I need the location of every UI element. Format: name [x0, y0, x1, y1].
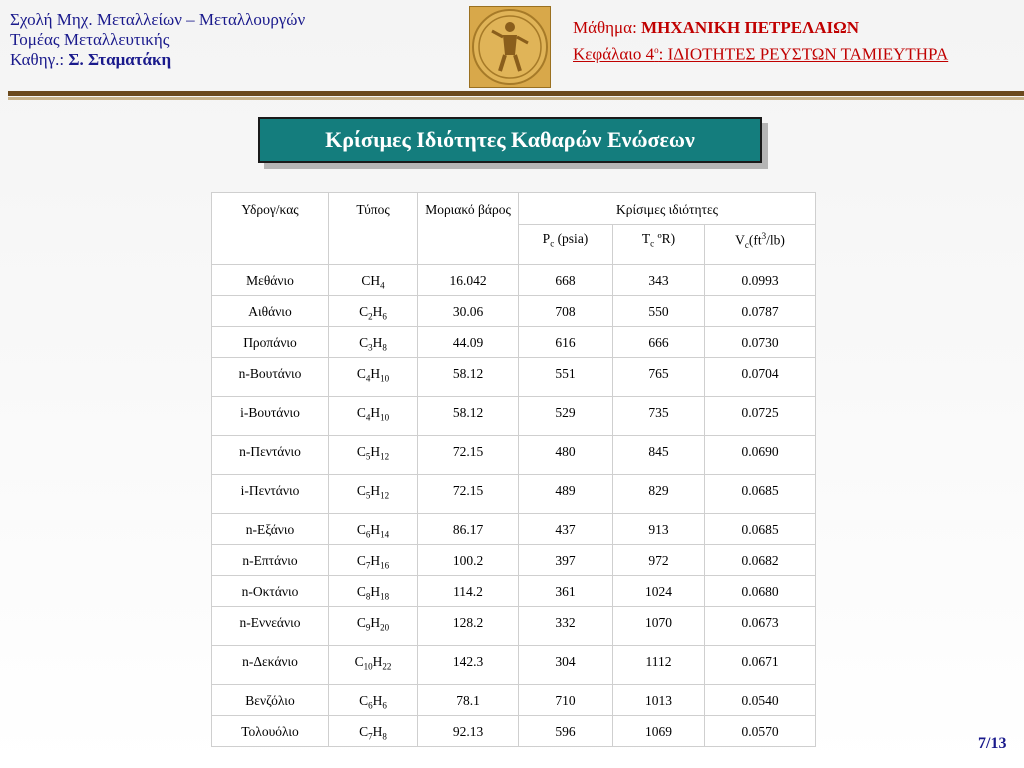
cell-hydrocarbon: n-Επτάνιο	[212, 545, 329, 576]
table-row	[212, 545, 816, 576]
cell-tc: 1070	[613, 607, 705, 646]
table-row	[212, 358, 816, 397]
cell-molar-mass: 72.15	[418, 436, 519, 475]
cell-molar-mass: 114.2	[418, 576, 519, 607]
chapter-prefix: Κεφάλαιο 4	[573, 44, 655, 64]
critical-properties-table	[211, 192, 816, 747]
cell-tc: 1024	[613, 576, 705, 607]
department-name: Τομέας Μεταλλευτικής	[10, 30, 170, 49]
cell-pc: 668	[519, 265, 613, 296]
cell-formula: $C_9H_{20}$	[329, 607, 418, 646]
university-seal-icon	[469, 6, 551, 88]
cell-pc: 361	[519, 576, 613, 607]
cell-formula: $C_4H_{10}$	[329, 358, 418, 397]
cell-vc: 0.0993	[705, 265, 816, 296]
chapter-sup: ο	[654, 45, 659, 55]
cell-vc: 0.0682	[705, 545, 816, 576]
cell-pc: 529	[519, 397, 613, 436]
professor-label: Καθηγ.:	[10, 50, 69, 69]
course-line	[573, 16, 948, 39]
slide-title: Κρίσιμες Ιδιότητες Καθαρών Ενώσεων	[258, 117, 762, 163]
cell-pc: 596	[519, 716, 613, 747]
table-row	[212, 646, 816, 685]
cell-pc: 489	[519, 475, 613, 514]
table-row	[212, 436, 816, 475]
cell-molar-mass: 44.09	[418, 327, 519, 358]
cell-molar-mass: 72.15	[418, 475, 519, 514]
table-row	[212, 296, 816, 327]
cell-tc: 735	[613, 397, 705, 436]
cell-hydrocarbon: Τολουόλιο	[212, 716, 329, 747]
professor-name: Σ. Σταματάκη	[68, 50, 172, 69]
course-name: ΜΗΧΑΝΙΚΗ ΠΕΤΡΕΛΑΙΩΝ	[641, 18, 860, 37]
cell-hydrocarbon: Αιθάνιο	[212, 296, 329, 327]
col-vc: $V_c(ft^3/lb)$	[705, 225, 816, 265]
col-critical-properties: Κρίσιμες ιδιότητες	[519, 193, 816, 225]
cell-vc: 0.0685	[705, 475, 816, 514]
cell-vc: 0.0540	[705, 685, 816, 716]
cell-hydrocarbon: n-Οκτάνιο	[212, 576, 329, 607]
cell-molar-mass: 86.17	[418, 514, 519, 545]
cell-vc: 0.0680	[705, 576, 816, 607]
chapter-rest: : ΙΔΙΟΤΗΤΕΣ ΡΕΥΣΤΩΝ ΤΑΜΙΕΥΤΗΡΑ	[658, 44, 949, 64]
col-tc: $T_c$ ºR)	[613, 225, 705, 265]
cell-formula: $C_6H_{14}$	[329, 514, 418, 545]
cell-pc: 304	[519, 646, 613, 685]
cell-molar-mass: 78.1	[418, 685, 519, 716]
cell-pc: 708	[519, 296, 613, 327]
cell-tc: 1013	[613, 685, 705, 716]
cell-formula: $C_8H_{18}$	[329, 576, 418, 607]
cell-hydrocarbon: n-Δεκάνιο	[212, 646, 329, 685]
cell-vc: 0.0570	[705, 716, 816, 747]
cell-hydrocarbon: n-Εξάνιο	[212, 514, 329, 545]
cell-tc: 1112	[613, 646, 705, 685]
cell-hydrocarbon: Προπάνιο	[212, 327, 329, 358]
cell-molar-mass: 58.12	[418, 358, 519, 397]
school-name: Σχολή Μηχ. Μεταλλείων – Μεταλλουργών	[10, 10, 306, 29]
cell-tc: 829	[613, 475, 705, 514]
cell-hydrocarbon: n-Εννεάνιο	[212, 607, 329, 646]
table-body	[212, 265, 816, 747]
cell-formula: $C_7H_{16}$	[329, 545, 418, 576]
cell-pc: 616	[519, 327, 613, 358]
cell-molar-mass: 142.3	[418, 646, 519, 685]
cell-molar-mass: 128.2	[418, 607, 519, 646]
cell-hydrocarbon: Βενζόλιο	[212, 685, 329, 716]
cell-formula: $C_2H_6$	[329, 296, 418, 327]
cell-vc: 0.0730	[705, 327, 816, 358]
header-divider-light	[8, 97, 1024, 100]
col-type: Τύπος	[329, 193, 418, 265]
table-row	[212, 685, 816, 716]
table-row	[212, 576, 816, 607]
cell-molar-mass: 30.06	[418, 296, 519, 327]
cell-hydrocarbon: n-Βουτάνιο	[212, 358, 329, 397]
header-divider	[8, 91, 1024, 96]
header-right	[573, 16, 948, 66]
table-row	[212, 265, 816, 296]
cell-tc: 666	[613, 327, 705, 358]
table-row	[212, 397, 816, 436]
cell-pc: 551	[519, 358, 613, 397]
cell-pc: 332	[519, 607, 613, 646]
cell-vc: 0.0671	[705, 646, 816, 685]
cell-formula: $CH_4$	[329, 265, 418, 296]
cell-tc: 765	[613, 358, 705, 397]
cell-vc: 0.0673	[705, 607, 816, 646]
cell-pc: 437	[519, 514, 613, 545]
cell-pc: 480	[519, 436, 613, 475]
cell-tc: 1069	[613, 716, 705, 747]
cell-formula: $C_3H_8$	[329, 327, 418, 358]
cell-hydrocarbon: n-Πεντάνιο	[212, 436, 329, 475]
table-row	[212, 475, 816, 514]
cell-formula: $C_5H_{12}$	[329, 436, 418, 475]
cell-vc: 0.0704	[705, 358, 816, 397]
course-label: Μάθημα:	[573, 18, 642, 37]
table-row	[212, 716, 816, 747]
cell-tc: 972	[613, 545, 705, 576]
cell-molar-mass: 100.2	[418, 545, 519, 576]
table-row	[212, 327, 816, 358]
col-molar-mass: Μοριακό βάρος	[418, 193, 519, 265]
cell-hydrocarbon: i-Πεντάνιο	[212, 475, 329, 514]
cell-vc: 0.0690	[705, 436, 816, 475]
cell-molar-mass: 16.042	[418, 265, 519, 296]
table-row	[212, 607, 816, 646]
table-row	[212, 514, 816, 545]
header-left	[10, 10, 305, 70]
cell-pc: 710	[519, 685, 613, 716]
cell-tc: 913	[613, 514, 705, 545]
cell-pc: 397	[519, 545, 613, 576]
col-hydrocarbon: Υδρογ/κας	[212, 193, 329, 265]
cell-tc: 550	[613, 296, 705, 327]
cell-formula: $C_6H_6$	[329, 685, 418, 716]
chapter-line	[573, 39, 948, 66]
cell-molar-mass: 92.13	[418, 716, 519, 747]
cell-tc: 845	[613, 436, 705, 475]
cell-hydrocarbon: i-Βουτάνιο	[212, 397, 329, 436]
cell-formula: $C_{10}H_{22}$	[329, 646, 418, 685]
cell-formula: $C_5H_{12}$	[329, 475, 418, 514]
page-number: 7/13	[978, 735, 1007, 752]
col-pc: $P_c$ (psia)	[519, 225, 613, 265]
cell-vc: 0.0725	[705, 397, 816, 436]
cell-molar-mass: 58.12	[418, 397, 519, 436]
cell-formula: $C_4H_{10}$	[329, 397, 418, 436]
professor-line	[10, 50, 305, 70]
cell-tc: 343	[613, 265, 705, 296]
cell-vc: 0.0787	[705, 296, 816, 327]
cell-hydrocarbon: Μεθάνιο	[212, 265, 329, 296]
cell-formula: $C_7H_8$	[329, 716, 418, 747]
cell-vc: 0.0685	[705, 514, 816, 545]
